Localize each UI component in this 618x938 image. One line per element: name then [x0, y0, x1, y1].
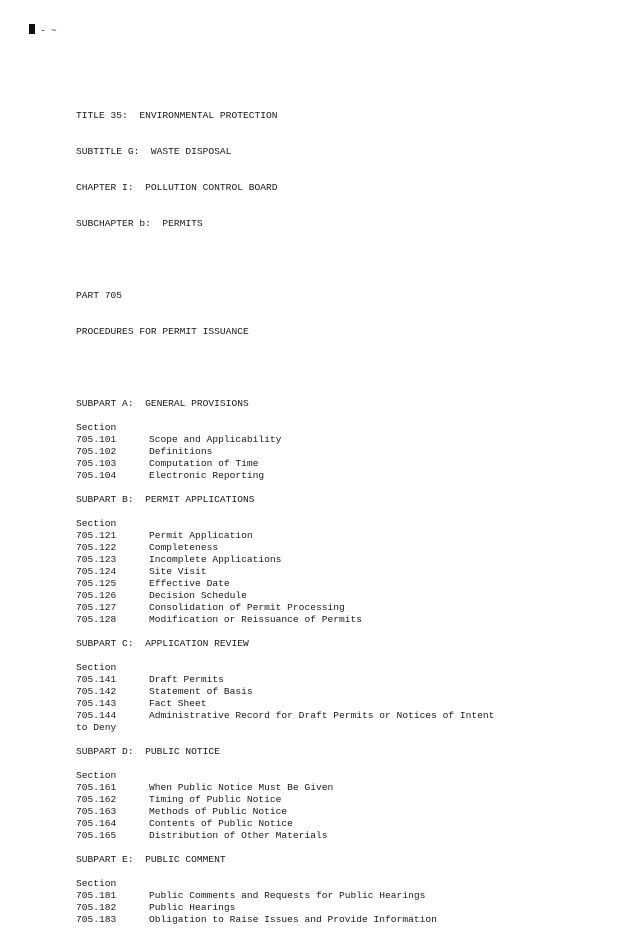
section-row [76, 578, 596, 590]
subtitle-line: SUBTITLE G: WASTE DISPOSAL [76, 146, 232, 157]
section-row [76, 602, 596, 614]
section-title: Distribution of Other Materials [149, 830, 328, 841]
chapter-line: CHAPTER I: POLLUTION CONTROL BOARD [76, 182, 278, 193]
document-page [76, 86, 596, 938]
section-row [76, 614, 596, 626]
section-number: 705.123 [76, 554, 117, 565]
part-number: PART 705 [76, 290, 123, 301]
section-number: 705.103 [76, 458, 117, 469]
section-title: Draft Permits [149, 674, 224, 685]
section-row [76, 566, 596, 578]
section-number: 705.183 [76, 914, 117, 925]
section-number: 705.101 [76, 434, 117, 445]
section-title: Statement of Basis [149, 686, 253, 697]
section-number: 705.162 [76, 794, 117, 805]
section-number: 705.161 [76, 782, 117, 793]
section-number: 705.163 [76, 806, 117, 817]
section-label: Section [76, 422, 117, 433]
section-row [76, 830, 596, 842]
section-number: 705.102 [76, 446, 117, 457]
scan-mark-block [29, 24, 35, 34]
section-row [76, 530, 596, 542]
section-row [76, 806, 596, 818]
section-number: 705.141 [76, 674, 117, 685]
section-row [76, 710, 596, 722]
section-row [76, 902, 596, 914]
section-number: 705.165 [76, 830, 117, 841]
section-number: 705.125 [76, 578, 117, 589]
section-number: 705.144 [76, 710, 117, 721]
section-title: Fact Sheet [149, 698, 207, 709]
scan-mark [29, 24, 57, 36]
part-name: PROCEDURES FOR PERMIT ISSUANCE [76, 326, 249, 337]
section-title: Modification or Reissuance of Permits [149, 614, 363, 625]
title-line: TITLE 35: ENVIRONMENTAL PROTECTION [76, 110, 278, 121]
section-title: Public Hearings [149, 902, 236, 913]
section-row [76, 554, 596, 566]
section-row [76, 914, 596, 926]
section-title: Completeness [149, 542, 219, 553]
section-number: 705.124 [76, 566, 117, 577]
section-row [76, 458, 596, 470]
section-row [76, 674, 596, 686]
section-title: Electronic Reporting [149, 470, 265, 481]
section-row [76, 794, 596, 806]
section-number: 705.122 [76, 542, 117, 553]
spacer [76, 362, 596, 374]
section-title: Consolidation of Permit Processing [149, 602, 345, 613]
section-label: Section [76, 662, 117, 673]
section-number: 705.127 [76, 602, 117, 613]
section-title: When Public Notice Must Be Given [149, 782, 334, 793]
section-row [76, 782, 596, 794]
section-row [76, 818, 596, 830]
section-title: Obligation to Raise Issues and Provide Information [149, 914, 437, 925]
section-title: Site Visit [149, 566, 207, 577]
section-row [76, 542, 596, 554]
section-row [76, 434, 596, 446]
section-title: Permit Application [149, 530, 253, 541]
subpart-heading: SUBPART D: PUBLIC NOTICE [76, 746, 220, 757]
section-row [76, 590, 596, 602]
section-title-continuation: to Deny [76, 722, 117, 733]
section-row [76, 446, 596, 458]
section-number: 705.142 [76, 686, 117, 697]
section-row [76, 698, 596, 710]
section-row [76, 890, 596, 902]
section-row [76, 686, 596, 698]
section-title: Decision Schedule [149, 590, 247, 601]
section-title: Contents of Public Notice [149, 818, 293, 829]
section-row [76, 470, 596, 482]
section-number: 705.143 [76, 698, 117, 709]
section-title: Methods of Public Notice [149, 806, 288, 817]
section-label: Section [76, 770, 117, 781]
section-title: Public Comments and Requests for Public Hearings [149, 890, 426, 901]
subchapter-line: SUBCHAPTER b: PERMITS [76, 218, 203, 229]
section-title: Definitions [149, 446, 213, 457]
subpart-heading: SUBPART C: APPLICATION REVIEW [76, 638, 249, 649]
scan-mark-text: - ~ [40, 26, 57, 36]
section-number: 705.164 [76, 818, 117, 829]
section-title: Timing of Public Notice [149, 794, 282, 805]
section-number: 705.126 [76, 590, 117, 601]
spacer [76, 254, 596, 266]
section-title: Incomplete Applications [149, 554, 282, 565]
section-number: 705.104 [76, 470, 117, 481]
subpart-heading: SUBPART A: GENERAL PROVISIONS [76, 398, 249, 409]
section-title: Administrative Record for Draft Permits or Notices of Intent [149, 710, 495, 721]
section-number: 705.181 [76, 890, 117, 901]
section-label: Section [76, 878, 117, 889]
section-title: Effective Date [149, 578, 230, 589]
subparts-list [76, 398, 596, 926]
subpart-heading: SUBPART E: PUBLIC COMMENT [76, 854, 226, 865]
section-label: Section [76, 518, 117, 529]
subpart-heading: SUBPART B: PERMIT APPLICATIONS [76, 494, 255, 505]
section-number: 705.121 [76, 530, 117, 541]
section-number: 705.128 [76, 614, 117, 625]
section-number: 705.182 [76, 902, 117, 913]
section-title: Scope and Applicability [149, 434, 282, 445]
section-title: Computation of Time [149, 458, 259, 469]
